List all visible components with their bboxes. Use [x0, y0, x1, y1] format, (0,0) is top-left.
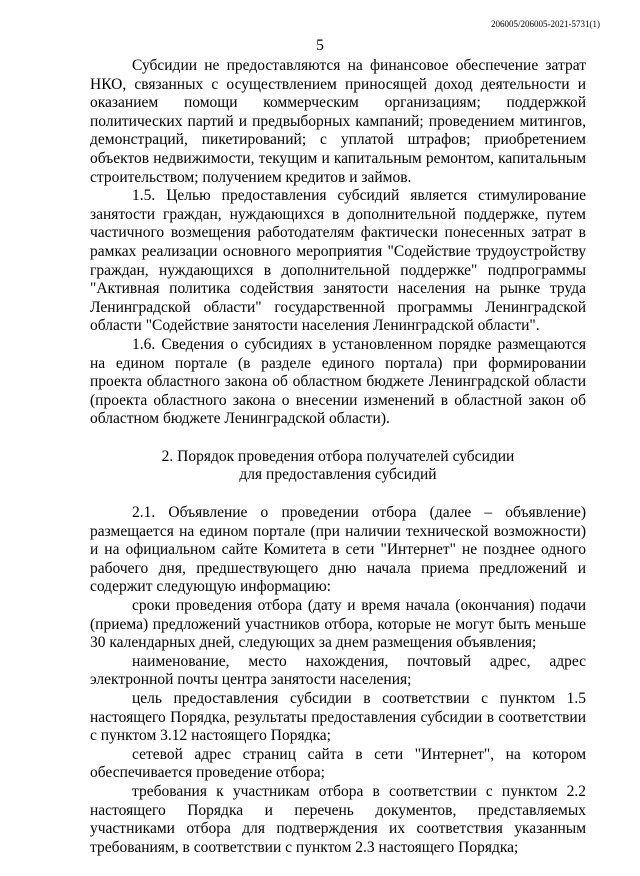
paragraph-2-1: 2.1. Объявление о проведении отбора (далее – объявление) размещается на едином портале (при наличии технической возможности) и на официальном сайте Комитета в сети "Интернет" не позднее одного рабочего дня, предшествующего дню начала приема предложений и содержит следующую информацию:	[90, 504, 586, 596]
section-heading-line2: для предоставления субсидий	[239, 466, 437, 484]
list-item-web-address: сетевой адрес страниц сайта в сети "Интернет", на котором обеспечивается проведение отбора;	[90, 745, 586, 782]
document-id: 206005/206005-2021-5731(1)	[491, 19, 600, 29]
page-number: 5	[316, 37, 324, 54]
paragraph-subsidy-exclusions: Субсидии не предоставляются на финансовое обеспечение затрат НКО, связанных с осуществлением приносящей доход деятельности и оказанием помощи коммерческим организациям; поддержкой политических партий и предвыборных кампаний; проведением митингов, демонстраций, пикетирований; с уплатой штрафов; приобретением объектов недвижимости, текущим и капитальным ремонтом, капитальным строительством; получением кредитов и займов.	[90, 57, 586, 186]
list-item-deadlines: сроки проведения отбора (дату и время начала (окончания) подачи (приема) предложений участников отбора, которые не могут быть меньше 30 календарных дней, следующих за днем размещения объявления;	[90, 597, 586, 652]
list-item-address: наименование, место нахождения, почтовый адрес, адрес электронной почты центра занятости населения;	[90, 652, 586, 689]
paragraph-1-6: 1.6. Сведения о субсидиях в установленном порядке размещаются на едином портале (в разделе единого портала) при формировании проекта областного закона об областном бюджете Ленинградской области (проекта областного закона о внесении изменений в областной закон об областном бюджете Ленинградской области).	[90, 335, 586, 428]
document-body	[90, 57, 586, 857]
section-heading-line1: 2. Порядок проведения отбора получателей субсидии	[161, 447, 515, 465]
list-item-requirements: требования к участникам отбора в соответствии с пунктом 2.2 настоящего Порядка и перечень документов, представляемых участниками отбора для подтверждения их соответствия указанным требованиям, в соответствии с пунктом 2.3 настоящего Порядка;	[90, 782, 586, 856]
paragraph-1-5: 1.5. Целью предоставления субсидий является стимулирование занятости граждан, нуждающихся в дополнительной поддержке, путем частичного возмещения работодателям фактически понесенных затрат в рамках реализации основного мероприятия "Содействие трудоустройству граждан, нуждающихся в дополнительной поддержке" подпрограммы "Активная политика содействия занятости населения на рынке труда Ленинградской области" государственной программы Ленинградской области "Содействие занятости населения Ленинградской области".	[90, 187, 586, 335]
list-item-purpose: цель предоставления субсидии в соответствии с пунктом 1.5 настоящего Порядка, результаты предоставления субсидии в соответствии с пунктом 3.12 настоящего Порядка;	[90, 690, 586, 745]
